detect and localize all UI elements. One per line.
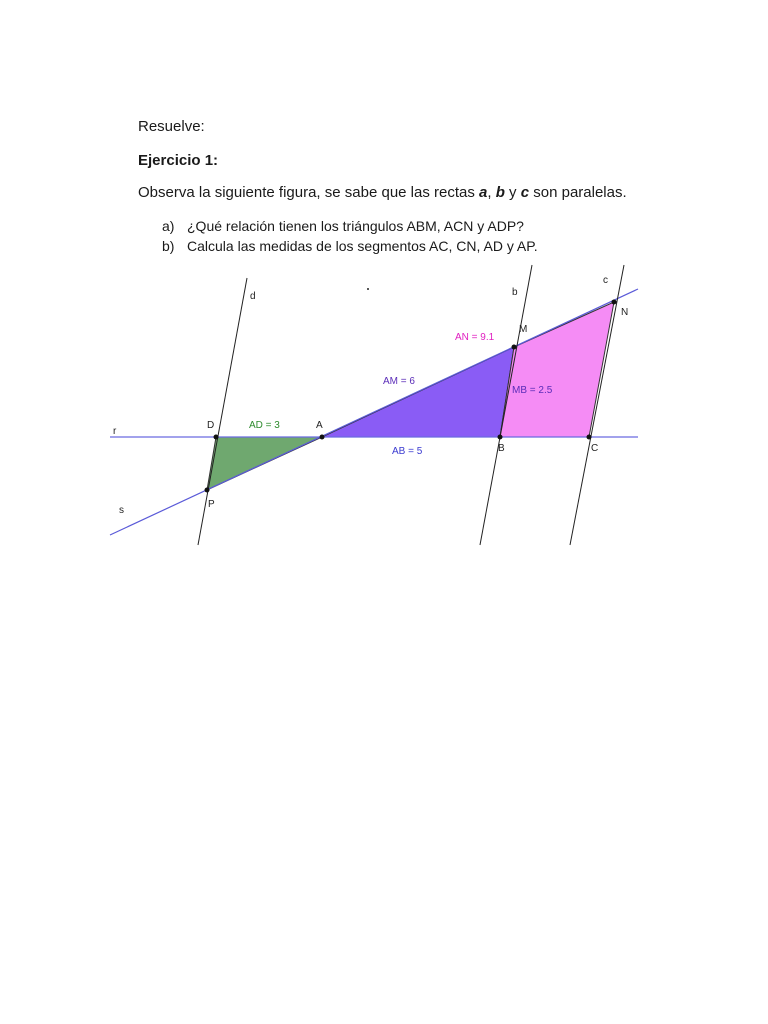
point-b-dot [498,435,503,440]
point-d-dot [214,435,219,440]
exercise-title: Ejercicio 1: [138,152,219,169]
region-mbcn [500,302,614,437]
point-p-label: P [208,499,215,510]
line-s-label: s [119,505,124,516]
heading: Resuelve: [138,118,205,135]
measure-ad: AD = 3 [249,420,280,431]
point-n-label: N [621,307,629,318]
intro-sep2: y [504,184,521,201]
line-d-label: d [250,291,256,302]
line-c-label: c [603,275,608,286]
measure-mb: MB = 2.5 [512,385,553,396]
point-m-dot [512,345,517,350]
intro-suffix: son paralelas. [529,184,627,201]
intro-prefix: Observa la siguiente figura, se sabe que las rectas [138,184,480,201]
point-m-label: M [519,324,528,335]
intro-sep1: , [487,184,496,201]
point-n-dot [612,300,617,305]
point-c-dot [587,435,592,440]
stray-dot [367,288,369,290]
point-a-label: A [316,420,323,431]
point-d-label: D [207,420,215,431]
point-c-label: C [591,443,599,454]
line-r-label: r [113,426,117,437]
question-b-text: Calcula las medidas de los segmentos AC, CN, AD y AP. [187,238,538,254]
point-b-label: B [498,443,505,454]
intro-var-a: a [479,184,488,201]
measure-am: AM = 6 [383,376,415,387]
line-d [198,278,247,545]
point-a-dot [320,435,325,440]
question-a-text: ¿Qué relación tienen los triángulos ABM, ACN y ADP? [187,218,524,234]
measure-an: AN = 9.1 [455,332,495,343]
question-a-label: a) [162,218,175,234]
point-p-dot [205,488,210,493]
intro-var-c: c [520,184,530,201]
measure-ab: AB = 5 [392,446,423,457]
intro-var-b: b [495,184,505,201]
line-b-label: b [512,287,518,298]
question-b-label: b) [162,238,175,254]
